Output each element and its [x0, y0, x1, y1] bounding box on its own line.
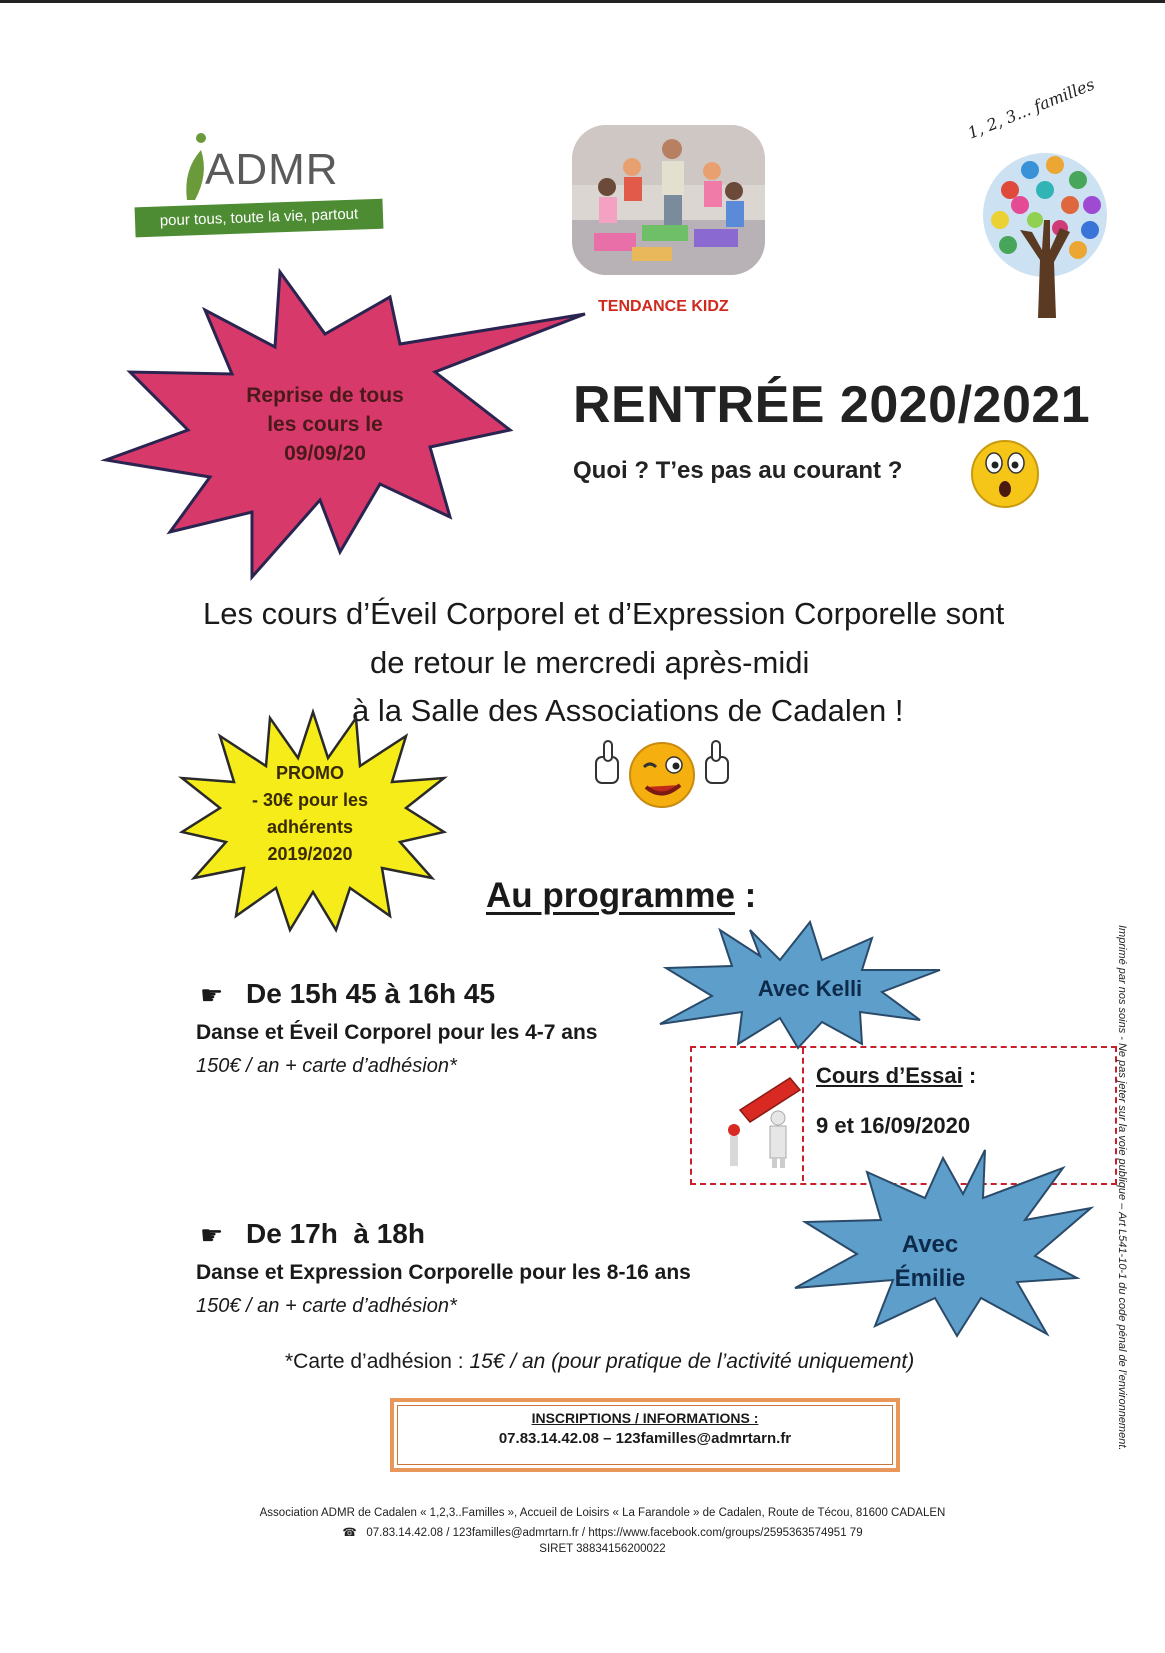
tendance-kidz-label: TENDANCE KIDZ — [598, 298, 729, 315]
teacher-emilie-line-1: Avec — [901, 1231, 959, 1258]
footer-line-1: Association ADMR de Cadalen « 1,2,3..Familles », Accueil de Loisirs « La Farandole » de Cadalen, Route de Técou, 81600 CADALEN — [259, 1507, 946, 1519]
footer-line-3: SIRET 38834156200022 — [539, 1543, 666, 1555]
pointing-hand-icon: ☛ — [200, 980, 224, 1010]
trial-title-text: Cours d’Essai — [816, 1063, 963, 1088]
intro-line-1: Les cours d’Éveil Corporel et d’Expression Corporelle sont — [203, 596, 1005, 631]
trial-title — [816, 1063, 976, 1089]
reprise-text — [225, 381, 425, 468]
trial-dates: 9 et 16/09/2020 — [816, 1113, 971, 1138]
thumbs-up-emoji-icon — [592, 733, 732, 813]
familles-tree-logo — [960, 120, 1130, 320]
membership-footnote — [285, 1350, 914, 1374]
slot-2-time: De 17h à 18h — [246, 1218, 425, 1249]
programme-heading-colon: : — [734, 876, 757, 915]
page-title: RENTRÉE 2020/2021 — [573, 376, 1091, 434]
slot-2-price: 150€ / an + carte d’adhésion* — [196, 1295, 457, 1317]
pointing-hand-icon: ☛ — [200, 1220, 224, 1250]
side-legal-note: Imprimé par nos soins - Ne pas jeter sur la voie publique – Art L541-10-1 du code pénal de l’environnement. — [1116, 925, 1128, 1451]
top-border — [0, 0, 1165, 3]
slot-1-time: De 15h 45 à 16h 45 — [246, 978, 496, 1009]
footer-line-2-text: 07.83.14.42.08 / 123familles@admrtarn.fr / https://www.facebook.com/groups/2595363574951 79 — [366, 1527, 863, 1539]
slot-1-price: 150€ / an + carte d’adhésion* — [196, 1055, 457, 1077]
slot-2-description: Danse et Expression Corporelle pour les 8-16 ans — [196, 1261, 691, 1284]
footnote-prefix: *Carte d’adhésion : — [285, 1350, 470, 1373]
reprise-line-3: 09/09/20 — [284, 442, 366, 465]
promo-text — [230, 760, 390, 868]
familles-label: 1, 2, 3... familles — [965, 74, 1098, 143]
promo-line-1: PROMO — [275, 763, 344, 783]
kids-yoga-image — [572, 125, 765, 275]
admr-logo-name: ADMR — [205, 145, 339, 194]
page-subtitle: Quoi ? T’es pas au courant ? — [573, 457, 903, 484]
contact-box — [390, 1398, 900, 1472]
promo-line-2: - 30€ pour les — [251, 790, 369, 810]
intro-line-3: à la Salle des Associations de Cadalen ! — [352, 693, 904, 728]
teacher-emilie-line-2: Émilie — [894, 1265, 966, 1292]
promo-line-4: 2019/2020 — [267, 844, 353, 864]
surprised-emoji-icon — [970, 437, 1040, 509]
contact-title: INSCRIPTIONS / INFORMATIONS : — [531, 1410, 759, 1426]
slot-1-description: Danse et Éveil Corporel pour les 4-7 ans — [196, 1021, 598, 1044]
intro-line-2: de retour le mercredi après-midi — [370, 645, 810, 680]
footer-line-2 — [180, 1525, 1025, 1539]
footnote-detail: 15€ / an (pour pratique de l’activité uniquement) — [469, 1350, 915, 1373]
admr-tagline: pour tous, toute la vie, partout — [135, 199, 384, 238]
teacher-emilie — [870, 1228, 990, 1296]
reprise-line-1: Reprise de tous — [246, 384, 404, 407]
teacher-kelli: Avec Kelli — [757, 976, 863, 1001]
phone-icon: ☎ — [342, 1527, 357, 1539]
programme-heading-text: Au programme — [486, 876, 735, 915]
programme-heading — [486, 876, 756, 916]
trial-title-colon: : — [962, 1063, 977, 1088]
contact-line: 07.83.14.42.08 – 123familles@admrtarn.fr — [498, 1430, 792, 1447]
promo-line-3: adhérents — [266, 817, 354, 837]
reprise-line-2: les cours le — [267, 413, 383, 436]
